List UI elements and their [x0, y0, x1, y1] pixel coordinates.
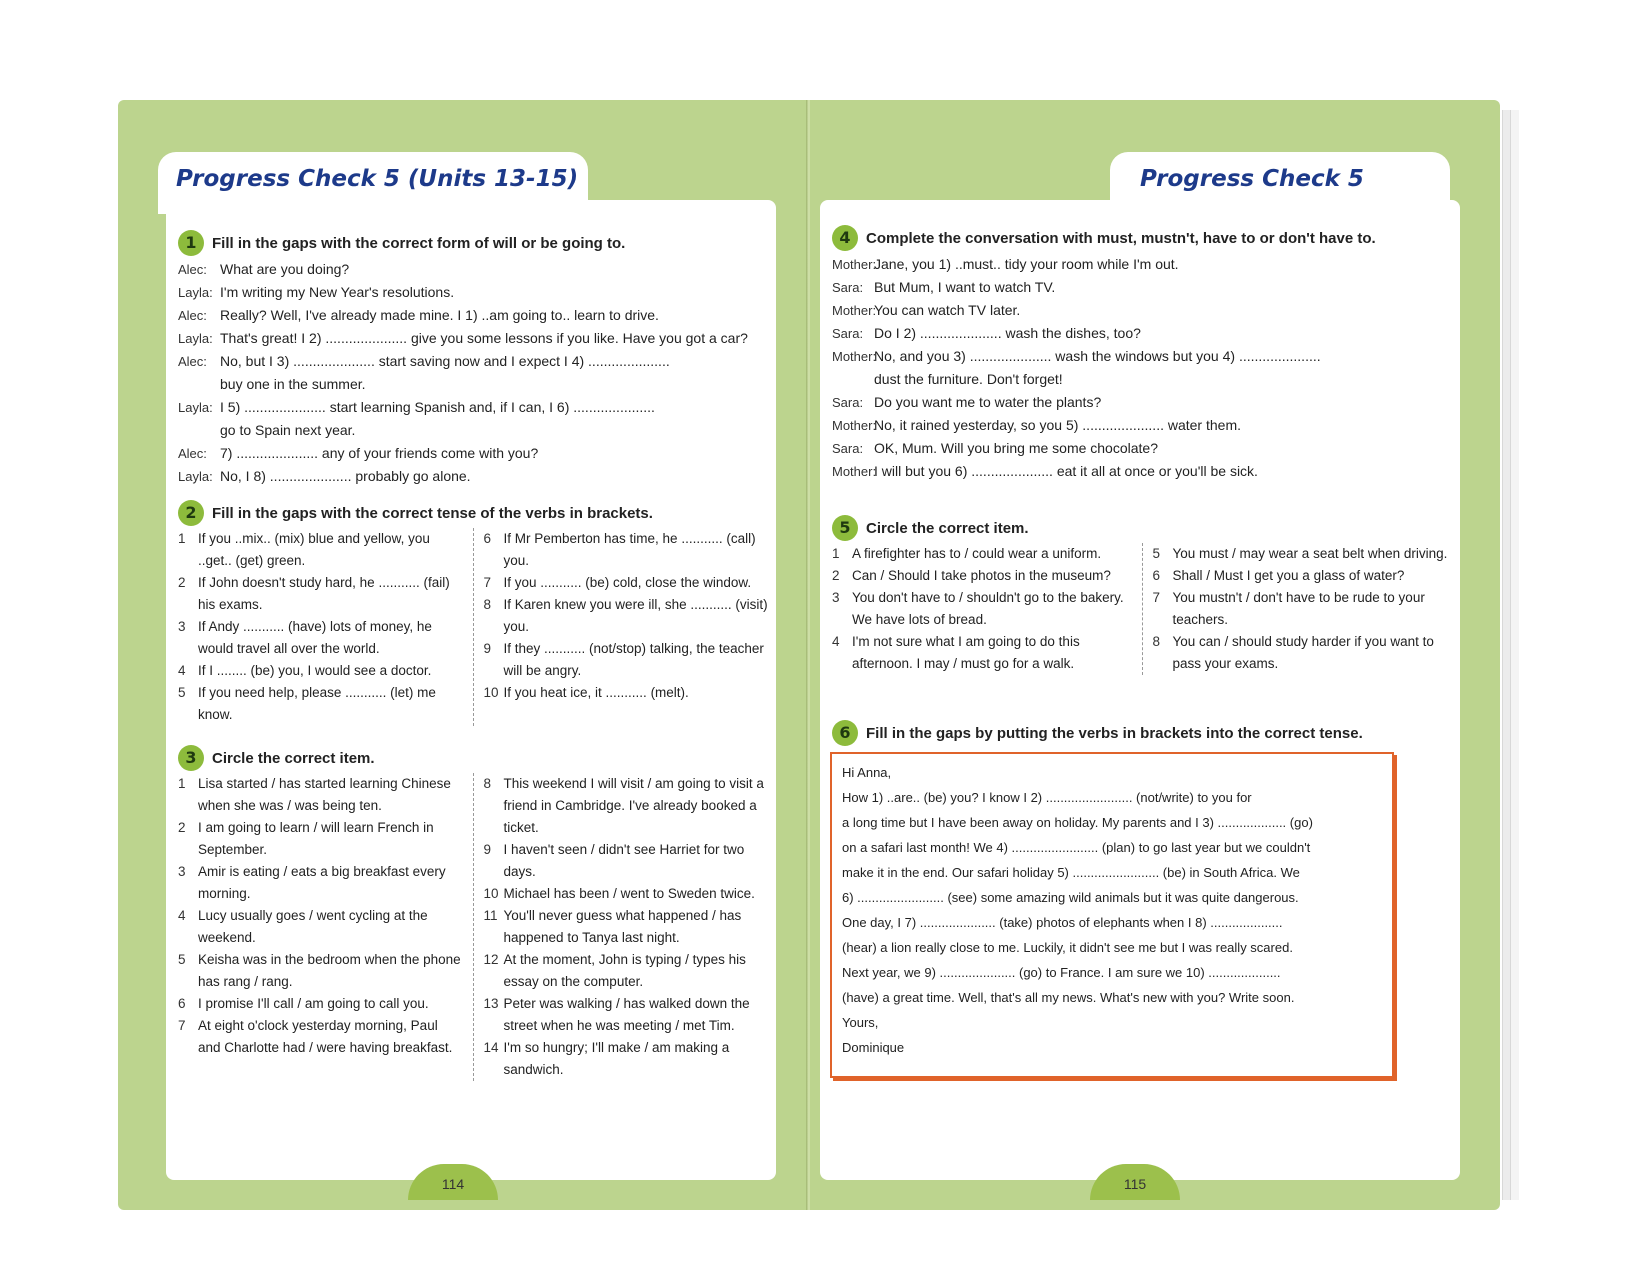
exercise-number: 6: [832, 720, 858, 746]
item-number: 8: [483, 597, 492, 612]
item-number: 1: [178, 776, 186, 791]
speaker: Layla:: [178, 400, 213, 415]
item-text[interactable]: Amir is eating / eats a big breakfast every morning.: [198, 864, 446, 901]
page-number: 114: [408, 1164, 498, 1200]
dialogue-line: [178, 465, 768, 488]
item-number: 1: [178, 531, 186, 546]
exercise-item: [832, 587, 1132, 631]
item-number: 2: [832, 568, 840, 583]
dialogue-text[interactable]: OK, Mum. Will you bring me some chocolate?: [874, 440, 1158, 456]
speaker: Mother:: [832, 349, 877, 364]
item-number: 8: [1152, 634, 1161, 649]
speaker: Sara:: [832, 280, 864, 295]
item-text[interactable]: This weekend I will visit / am going to visit a friend in Cambridge. I've already booked a ticket.: [503, 776, 764, 835]
exercise-item: [484, 905, 769, 949]
exercise-item: [178, 1015, 463, 1059]
dialogue-text[interactable]: dust the furniture. Don't forget!: [874, 371, 1063, 387]
item-number: 4: [178, 908, 186, 923]
dialogue-line: [178, 373, 768, 396]
exercise-item: [178, 817, 463, 861]
item-number: 8: [483, 776, 492, 791]
speaker: Layla:: [178, 331, 213, 346]
exercise-heading: Fill in the gaps with the correct form of will or be going to.: [212, 234, 626, 252]
dialogue-line: [178, 304, 768, 327]
item-text[interactable]: You can / should study harder if you want to pass your exams.: [1172, 634, 1434, 671]
item-number: 7: [483, 575, 492, 590]
item-number: 12: [483, 952, 499, 967]
item-text[interactable]: If you heat ice, it ........... (melt).: [503, 685, 689, 700]
letter-box: [830, 752, 1394, 1078]
exercise-2: [178, 500, 768, 726]
letter-line[interactable]: make it in the end. Our safari holiday 5) ........................ (be) in South Africa. We: [842, 865, 1300, 880]
letter-line[interactable]: Dominique: [842, 1040, 905, 1055]
item-number: 7: [1152, 590, 1161, 605]
exercise-heading: Fill in the gaps by putting the verbs in brackets into the correct tense.: [866, 724, 1363, 742]
exercise-item: [178, 616, 463, 660]
exercise-item: [484, 638, 769, 682]
dialogue-text[interactable]: That's great! I 2) ..................... give you some lessons if you like. Have you got a car?: [220, 330, 748, 346]
item-text[interactable]: Michael has been / went to Sweden twice.: [503, 886, 755, 901]
item-number: 9: [483, 842, 492, 857]
dialogue-line: [832, 253, 1452, 276]
item-text[interactable]: I haven't seen / didn't see Harriet for two days.: [503, 842, 745, 879]
page-number: 115: [1090, 1164, 1180, 1200]
dialogue-line: [832, 322, 1452, 345]
exercise-item: [484, 993, 769, 1037]
exercise-item: [178, 660, 463, 682]
exercise-item: [832, 565, 1132, 587]
item-number: 11: [483, 908, 498, 923]
item-number: 9: [483, 641, 492, 656]
speaker: [178, 419, 220, 442]
speaker: Mother:: [832, 303, 877, 318]
item-number: 14: [483, 1040, 499, 1055]
item-text[interactable]: At the moment, John is typing / types his essay on the computer.: [503, 952, 746, 989]
page-title: Progress Check 5 (Units 13-15): [176, 166, 579, 192]
speaker: Mother:: [832, 418, 877, 433]
dialogue-text[interactable]: But Mum, I want to watch TV.: [874, 279, 1056, 295]
item-text[interactable]: If you ........... (be) cold, close the window.: [503, 575, 752, 590]
dialogue-text[interactable]: No, but I 3) ..................... start saving now and I expect I 4) .....................: [220, 353, 670, 369]
exercise-heading: Circle the correct item.: [212, 749, 375, 767]
item-number: 6: [1152, 568, 1161, 583]
exercise-item: [484, 528, 769, 572]
exercise-heading: Circle the correct item.: [866, 519, 1029, 537]
dialogue-line: [178, 442, 768, 465]
item-number: 4: [832, 634, 840, 649]
dialogue-line: [178, 258, 768, 281]
item-text[interactable]: A firefighter has to / could wear a uniform.: [852, 546, 1102, 561]
item-text[interactable]: Keisha was in the bedroom when the phone has rang / rang.: [198, 952, 461, 989]
letter-line[interactable]: One day, I 7) ..................... (take) photos of elephants when I 8) ....................: [842, 915, 1283, 930]
dialogue-text[interactable]: buy one in the summer.: [220, 376, 366, 392]
item-text[interactable]: If Karen knew you were ill, she ........... (visit) you.: [503, 597, 768, 634]
exercise-item: [832, 543, 1132, 565]
letter-line[interactable]: Hi Anna,: [842, 765, 892, 780]
item-text[interactable]: Peter was walking / has walked down the street when he was meeting / met Tim.: [503, 996, 750, 1033]
item-text[interactable]: You'll never guess what happened / has happened to Tanya last night.: [503, 908, 742, 945]
exercise-item: [178, 993, 463, 1015]
speaker: Sara:: [832, 395, 864, 410]
item-text[interactable]: I'm not sure what I am going to do this afternoon. I may / must go for a walk.: [852, 634, 1080, 671]
exercise-item: [178, 861, 463, 905]
dialogue-line: [832, 414, 1452, 437]
dialogue-text[interactable]: You can watch TV later.: [874, 302, 1021, 318]
item-number: 5: [178, 685, 186, 700]
exercise-item: [178, 773, 463, 817]
item-text[interactable]: If you need help, please ........... (let) me know.: [198, 685, 436, 722]
dialogue-line: [832, 391, 1452, 414]
item-text[interactable]: You must / may wear a seat belt when driving.: [1172, 546, 1448, 561]
item-text[interactable]: You don't have to / shouldn't go to the bakery. We have lots of bread.: [852, 590, 1124, 627]
letter-line[interactable]: (have) a great time. Well, that's all my news. What's new with you? Write soon.: [842, 990, 1295, 1005]
dialogue-text[interactable]: No, I 8) ..................... probably go alone.: [220, 468, 471, 484]
item-number: 7: [178, 1018, 186, 1033]
exercise-item: [484, 883, 769, 905]
speaker: Alec:: [178, 446, 207, 461]
exercise-3: [178, 745, 768, 1081]
item-text[interactable]: Can / Should I take photos in the museum?: [852, 568, 1111, 583]
item-number: 3: [178, 619, 186, 634]
dialogue-text[interactable]: No, and you 3) ..................... wash the windows but you 4) .....................: [874, 348, 1321, 364]
right-page: [810, 100, 1500, 1210]
dialogue-line: [178, 281, 768, 304]
letter-line[interactable]: Yours,: [842, 1015, 879, 1030]
item-number: 5: [1152, 546, 1161, 561]
item-text[interactable]: Lucy usually goes / went cycling at the weekend.: [198, 908, 428, 945]
item-text[interactable]: Shall / Must I get you a glass of water?: [1172, 568, 1405, 583]
dialogue-line: [832, 460, 1452, 483]
speaker: Sara:: [832, 326, 864, 341]
exercise-item: [1153, 587, 1453, 631]
speaker: Mother:: [832, 257, 877, 272]
exercise-number: 3: [178, 745, 204, 771]
item-text[interactable]: Lisa started / has started learning Chinese when she was / was being ten.: [198, 776, 451, 813]
speaker: Alec:: [178, 262, 207, 277]
speaker: Sara:: [832, 441, 864, 456]
speaker: Layla:: [178, 469, 213, 484]
item-number: 10: [483, 685, 499, 700]
speaker: Alec:: [178, 308, 207, 323]
dialogue-line: [832, 437, 1452, 460]
item-text[interactable]: If Mr Pemberton has time, he ........... (call) you.: [503, 531, 756, 568]
item-text[interactable]: If I ........ (be) you, I would see a doctor.: [198, 663, 432, 678]
dialogue-text[interactable]: Do I 2) ..................... wash the dishes, too?: [874, 325, 1141, 341]
speaker: [832, 368, 874, 391]
dialogue-text[interactable]: I 5) ..................... start learning Spanish and, if I can, I 6) .....................: [220, 399, 655, 415]
exercise-item: [484, 949, 769, 993]
item-number: 13: [483, 996, 499, 1011]
dialogue-text[interactable]: Jane, you 1) ..must.. tidy your room while I'm out.: [874, 256, 1179, 272]
item-number: 10: [483, 886, 499, 901]
exercise-number: 5: [832, 515, 858, 541]
dialogue-text[interactable]: Do you want me to water the plants?: [874, 394, 1102, 410]
exercise-item: [484, 572, 769, 594]
exercise-4: [832, 225, 1452, 483]
page-title: Progress Check 5: [1140, 166, 1364, 192]
item-number: 6: [178, 996, 186, 1011]
item-number: 2: [178, 820, 186, 835]
exercise-item: [484, 1037, 769, 1081]
dialogue-text[interactable]: 7) ..................... any of your friends come with you?: [220, 445, 539, 461]
dialogue-line: [832, 299, 1452, 322]
dialogue-line: [178, 419, 768, 442]
exercise-item: [484, 594, 769, 638]
dialogue-text[interactable]: No, it rained yesterday, so you 5) ..................... water them.: [874, 417, 1241, 433]
item-text[interactable]: If Andy ........... (have) lots of money, he would travel all over the world.: [198, 619, 432, 656]
dialogue-line: [832, 368, 1452, 391]
item-text[interactable]: I promise I'll call / am going to call you.: [198, 996, 429, 1011]
item-text[interactable]: If they ........... (not/stop) talking, the teacher will be angry.: [503, 641, 764, 678]
item-text[interactable]: I'm so hungry; I'll make / am making a sandwich.: [503, 1040, 730, 1077]
letter-line[interactable]: a long time but I have been away on holiday. My parents and I 3) ................... (go): [842, 815, 1313, 830]
dialogue-line: [178, 396, 768, 419]
letter-line[interactable]: How 1) ..are.. (be) you? I know I 2) ........................ (not/write) to you for: [842, 790, 1252, 805]
item-text[interactable]: If you ..mix.. (mix) blue and yellow, you ..get.. (get) green.: [198, 531, 430, 568]
dialogue-line: [178, 327, 768, 350]
exercise-item: [484, 682, 769, 704]
exercise-number: 2: [178, 500, 204, 526]
letter-line[interactable]: Next year, we 9) ..................... (go) to France. I am sure we 10) ....................: [842, 965, 1281, 980]
exercise-heading: Complete the conversation with must, mustn't, have to or don't have to.: [866, 229, 1376, 247]
item-number: 2: [178, 575, 186, 590]
exercise-item: [1153, 565, 1453, 587]
exercise-item: [178, 572, 463, 616]
item-text[interactable]: If John doesn't study hard, he ........... (fail) his exams.: [198, 575, 450, 612]
speaker: [178, 373, 220, 396]
dialogue-text[interactable]: What are you doing?: [220, 261, 350, 277]
exercise-item: [178, 528, 463, 572]
exercise-number: 4: [832, 225, 858, 251]
letter-line[interactable]: on a safari last month! We 4) ........................ (plan) to go last year but we couldn't: [842, 840, 1311, 855]
dialogue-line: [178, 350, 768, 373]
exercise-1: [178, 230, 768, 488]
item-text[interactable]: You mustn't / don't have to be rude to your teachers.: [1172, 590, 1425, 627]
speaker: Alec:: [178, 354, 207, 369]
dialogue-text[interactable]: I'm writing my New Year's resolutions.: [220, 284, 455, 300]
dialogue-line: [832, 276, 1452, 299]
item-number: 3: [832, 590, 840, 605]
dialogue-text[interactable]: go to Spain next year.: [220, 422, 356, 438]
dialogue-line: [832, 345, 1452, 368]
exercise-item: [832, 631, 1132, 675]
exercise-item: [484, 839, 769, 883]
left-page: [118, 100, 808, 1210]
item-number: 5: [178, 952, 186, 967]
item-number: 3: [178, 864, 186, 879]
dialogue-text[interactable]: Really? Well, I've already made mine. I 1) ..am going to.. learn to drive.: [220, 307, 659, 323]
page-edge: [1510, 110, 1519, 1200]
exercise-heading: Fill in the gaps with the correct tense of the verbs in brackets.: [212, 504, 653, 522]
exercise-item: [484, 773, 769, 839]
letter-line[interactable]: 6) ........................ (see) some amazing wild animals but it was quite dangerous.: [842, 890, 1299, 905]
open-book: [118, 100, 1518, 1210]
exercise-item: [1153, 631, 1453, 675]
item-number: 4: [178, 663, 186, 678]
exercise-5: [832, 515, 1452, 675]
exercise-item: [1153, 543, 1453, 565]
exercise-item: [178, 682, 463, 726]
item-number: 6: [483, 531, 492, 546]
exercise-6: [832, 720, 1452, 748]
dialogue-text[interactable]: I will but you 6) ..................... eat it all at once or you'll be sick.: [874, 463, 1258, 479]
item-text[interactable]: At eight o'clock yesterday morning, Paul and Charlotte had / were having breakfast.: [198, 1018, 453, 1055]
speaker: Layla:: [178, 285, 213, 300]
item-text[interactable]: I am going to learn / will learn French in September.: [198, 820, 434, 857]
exercise-item: [178, 949, 463, 993]
letter-line[interactable]: (hear) a lion really close to me. Luckily, it didn't see me but I was really scared.: [842, 940, 1293, 955]
exercise-item: [178, 905, 463, 949]
speaker: Mother:: [832, 464, 877, 479]
item-number: 1: [832, 546, 840, 561]
exercise-number: 1: [178, 230, 204, 256]
